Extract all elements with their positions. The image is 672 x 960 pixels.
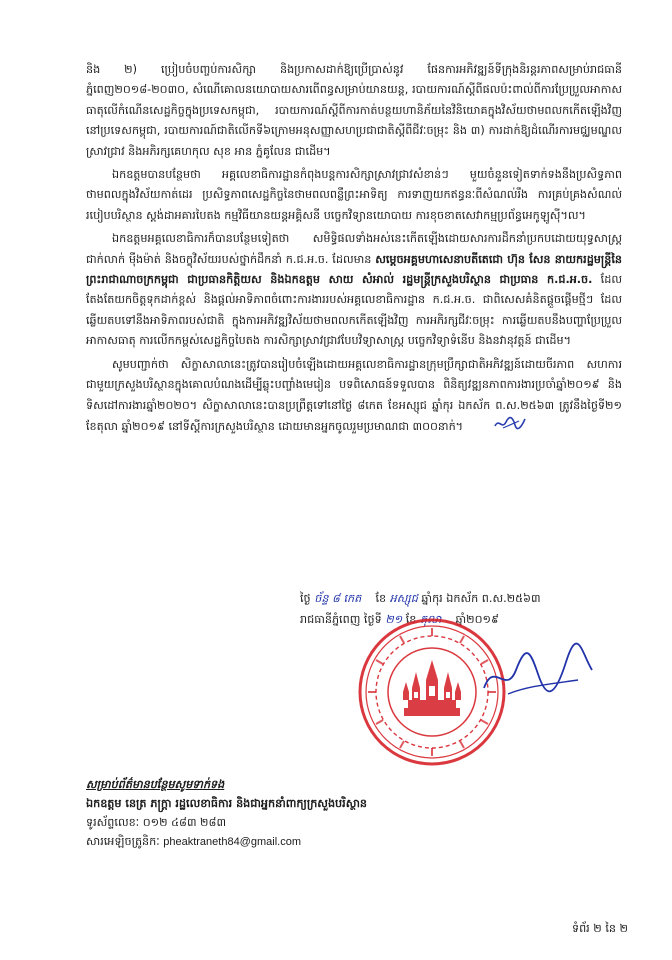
phone-value: ០១២ ៤៨៣ ២៨៣ [142, 816, 227, 829]
phone-label: ទូរស័ព្ទលេខៈ [86, 816, 140, 829]
paragraph-1-text: និង ២) ប្រៀបចំបញ្ចប់ការសិក្សា និងប្រកាសដាក់ឱ្យប្រើប្រាស់នូវ ផែនការអភិវឌ្ឍន៍ទីក្រុងនិរន្តរភាពសម្រាប់រាជធានីភ្នំពេញ២០១៨-២០៣០, សំណើគោលនយោបាយសារពើពន្ធសម្រាប់យានយន្ត, របាយការណ៍ស្តីពីផលប៉ះពាល់ពីការប្រែប្រួលអាកាសធាតុលើកំណើនសេដ្ឋកិច្ចក្នុងប្រទេសកម្ពុជា, របាយការណ៍ស្តីពីការកាត់បន្ថយហានិភ័យនៃវិនិយោគក្នុងវិស័យថាមពលកកើតឡើងវិញនៅប្រទេសកម្ពុជា, របាយការណ៍ជាតិលើកទី៦ក្រោមអនុសញ្ញាសហប្រជាជាតិស្តីពីជីវៈចម្រុះ និង ៣) ការដាក់ឱ្យដំណើរការមជ្ឈមណ្ឌលស្រាវជ្រាវ និងអភិរក្សគេហកុល សុខ អាន ភ្នំគូលែន ជាដើម។ [86, 63, 622, 158]
contact-phone-row [86, 813, 506, 832]
contact-name: ឯកឧត្តម នេត្រ ភក្ត្រា រដ្ឋលេខាធិការ និងជាអ្នកនាំពាក្យក្រសួងបរិស្ថាន [86, 797, 368, 810]
solar-month-handwritten: តុលា [419, 613, 442, 626]
page-number: ទំព័រ ២ នៃ ២ [571, 922, 628, 935]
paragraph-3-bold-names: សម្តេចអគ្គមហាសេនាបតីតេជោ ហ៊ុន សែន នាយករដ្ឋមន្ត្រីនៃព្រះរាជាណាចក្រកម្ពុជា ជាប្រធានកិត្តិយស និងឯកឧត្តម សាយ សំអាល់ រដ្ឋមន្ត្រីក្រសួងបរិស្ថាន ជាប្រធាន ក.ជ.អ.ច. [86, 252, 622, 287]
contact-email-row [86, 832, 506, 852]
solar-year: ឆ្នាំ២០១៩ [455, 613, 499, 626]
paragraph-4-text: សូមបញ្ជាក់ថា សិក្ខាសាលានេះត្រូវបានរៀបចំឡើងដោយអគ្គលេខាធិការដ្ឋានក្រុមប្រឹក្សាជាតិអភិវឌ្ឍន៍ដោយចីរភាព សហការជាមួយក្រសួងបរិស្ថានក្នុងគោលបំណងដើម្បីឆ្លុះបញ្ចាំងមេរៀន បទពិសោធន៍ទទួលបាន ពិនិត្យវឌ្ឍនភាពការងារប្រចាំឆ្នាំ២០១៩ និងទិសដៅការងារឆ្នាំ២០២០។ សិក្ខាសាលានេះបានប្រព្រឹត្តទៅនៅថ្ងៃ ៨កេត ខែអស្សុជ ឆ្នាំកុរ ឯកស័ក ព.ស.២៥៦៣ ត្រូវនឹងថ្ងៃទី២១ ខែតុលា ឆ្នាំ២០១៩ នៅទីស្តីការក្រសួងបរិស្ថាន ដោយមានអ្នកចូលរួមប្រមាណជា ៣០០នាក់។ [86, 357, 622, 433]
paragraph-1 [86, 60, 622, 162]
paragraph-2: ឯកឧត្តមបានបន្ថែមថា អគ្គលេខាធិការដ្ឋានកំពុងបន្តការសិក្សាស្រាវជ្រាវសំខាន់ៗ មួយចំនួនទៀតទាក់ទងនឹងប្រសិទ្ធភាពថាមពលក្នុងវិស័យកាត់ដេរ ប្រសិទ្ធភាពសេដ្ឋកិច្ចនៃថាមពលពន្លឺព្រះអាទិត្យ ការទាញយកឥន្ធនៈពីសំណល់រឹង ការគ្រប់គ្រងសំណល់របៀបបរិស្ថាន ស្តង់ដាអគារបៃតង កម្មវិធីយានយន្តអគ្គិសនី បច្ចេកវិទ្យានយោបាយ ការខុចខាតសេវាកម្មប្រព័ន្ធអេកូឡូស៊ី។ល។ [86, 168, 622, 222]
solar-date-prefix: រាជធានីភ្នំពេញ ថ្ងៃទី [300, 613, 382, 626]
lunar-month-prefix: ខែ [375, 592, 387, 605]
solar-day-handwritten: ២១ [385, 613, 403, 626]
paragraph-3-text-b: ដែលតែងតែយកចិត្តទុកដាក់ខ្ពស់ និងផ្តល់អាទិភាពចំពោះការងាររបស់អគ្គលេខាធិការដ្ឋាន ក.ជ.អ.ច. ជាពិសេសគំនិតផ្តួចផ្តើមថ្មីៗ ដែលឆ្លើយតបទៅនឹងអាទិភាពរបស់ជាតិ ក្នុងការអភិវឌ្ឍវិស័យថាមពលកកើតឡើងវិញ ការអភិរក្សជីវៈចម្រុះ ការឆ្លើយតបនឹងបញ្ហាប្រែប្រួលអាកាសធាតុ ការលើកកម្ពស់សេដ្ឋកិច្ចបៃតង ការសិក្សាស្រាវជ្រាវបែបវិទ្យាសាស្ត្រ បច្ចេកវិទ្យាទំនើប និងនវានុវត្តន៍ ជាដើម។ [86, 273, 622, 348]
lunar-year: ឆ្នាំកុរ ឯកស័ក ព.ស.២៥៦៣ [421, 592, 541, 605]
lunar-date-line [300, 588, 630, 609]
contact-heading: សម្រាប់ព័ត៌មានបន្ថែមសូមទាក់ទង [86, 778, 225, 791]
paragraph-3-text-a: ឯកឧត្តមអគ្គលេខាធិការក៏បានបន្ថែមទៀតថា សមិទ្ធិផលទាំងអស់នេះកើតឡើងដោយសារការដឹកនាំប្រកបដោយយុទ្ធសាស្ត្រ ជាក់លាក់ ម៉ឺងម៉ាត់ និងចក្ខុវិស័យរបស់ថ្នាក់ដឹកនាំ ក.ជ.អ.ច. ដែលមាន [86, 232, 622, 266]
email-link[interactable]: pheaktraneth84@gmail.com [163, 836, 301, 848]
initial-mark-icon [467, 416, 527, 437]
solar-month-prefix: ខែ [405, 613, 417, 626]
body-text [86, 60, 622, 440]
paragraph-4 [86, 355, 622, 438]
lunar-date-handwritten: ច័ន្ទ ៨ កេត [314, 592, 362, 605]
signature-icon [478, 640, 598, 710]
paragraph-3 [86, 229, 622, 351]
contact-block [86, 775, 506, 852]
lunar-date-prefix: ថ្ងៃ [300, 592, 311, 605]
email-label: សារអេឡិចត្រូនិកៈ [86, 835, 160, 848]
lunar-month-handwritten: អស្សុជ [389, 592, 418, 605]
